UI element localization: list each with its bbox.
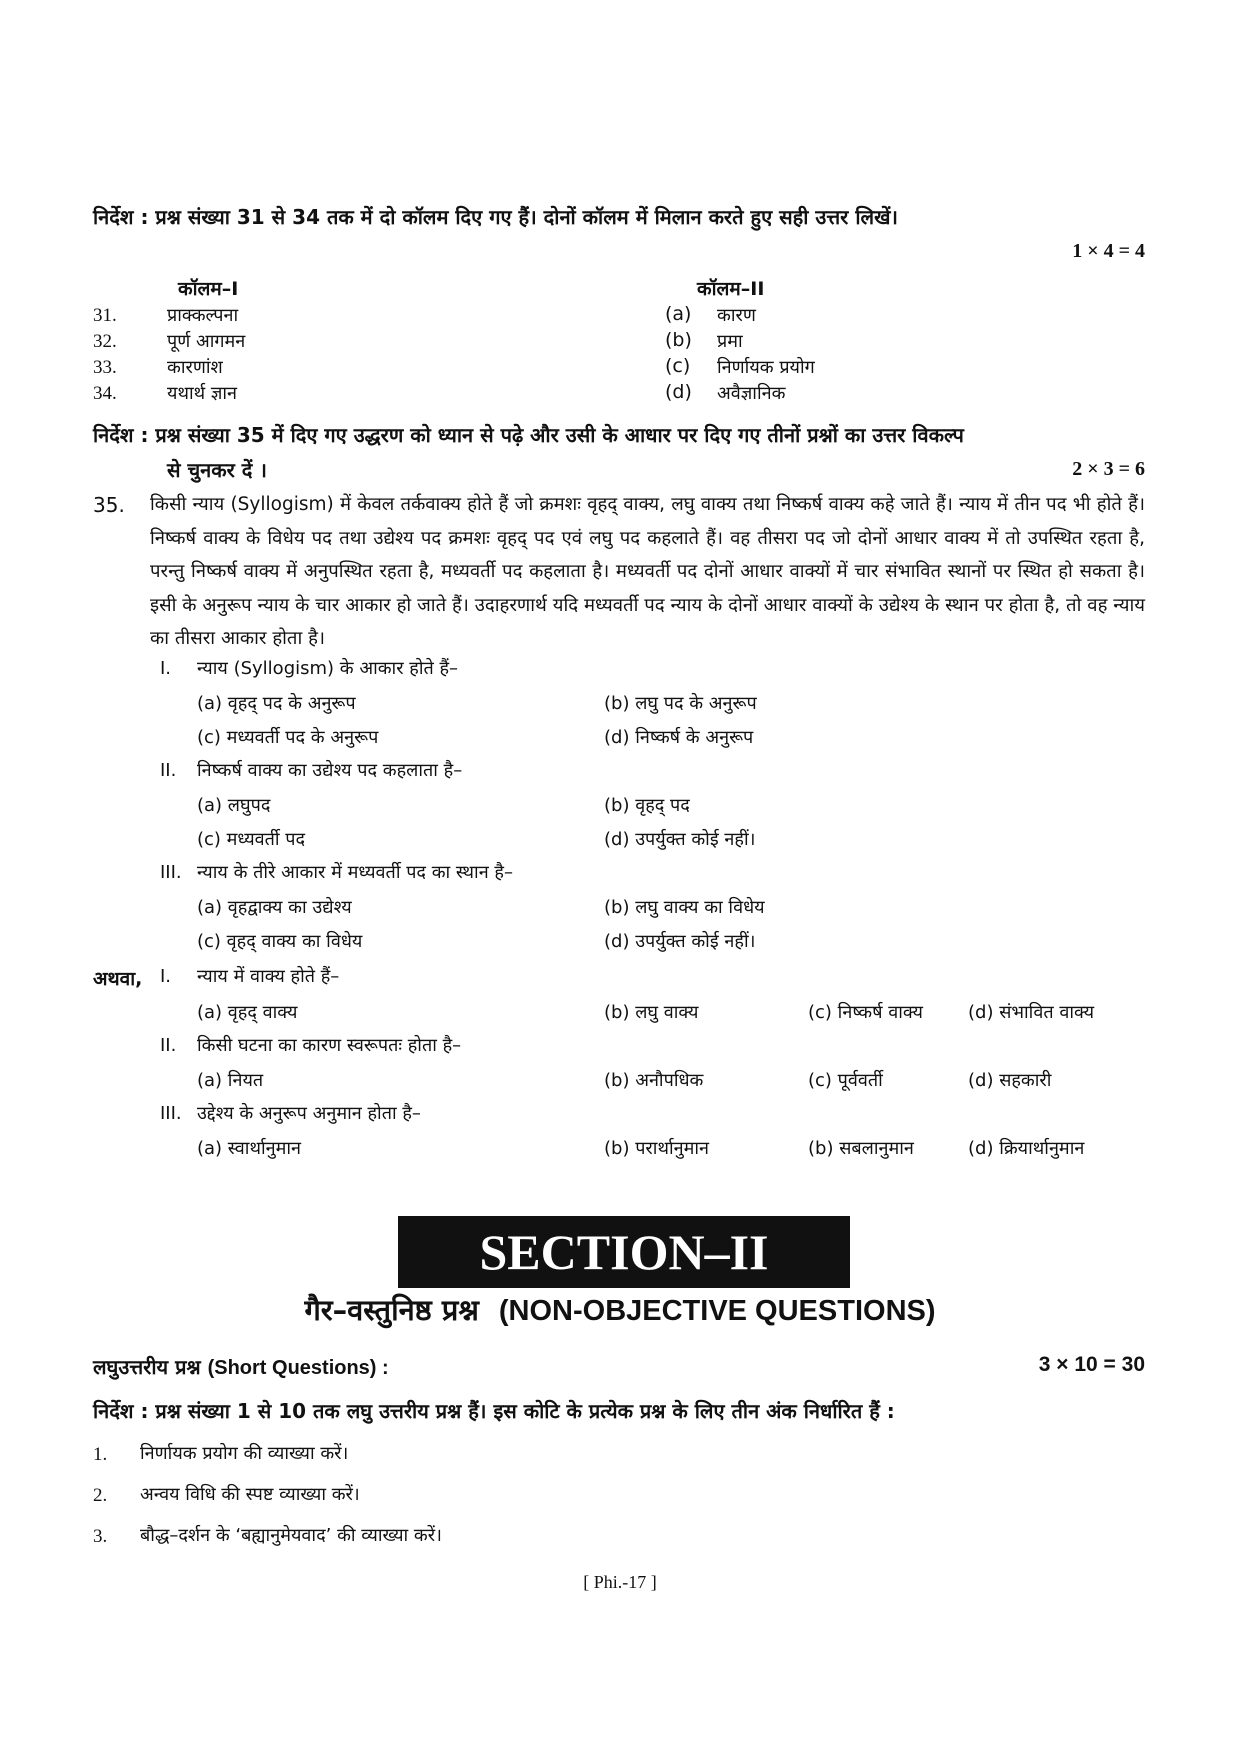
sub-question-num: III.: [160, 1103, 182, 1124]
instruction-match: निर्देश : प्रश्न संख्या 31 से 34 तक में दो कॉलम दिए गए हैं। दोनों कॉलम में मिलान करते हुए सही उत्तर लिखें।: [93, 205, 899, 229]
question-text: अन्वय विधि की स्पष्ट व्याख्या करें।: [140, 1484, 360, 1505]
match-row-num: 34.: [93, 383, 117, 404]
option: (d) क्रियार्थानुमान: [968, 1138, 1085, 1159]
match-letter: (c): [665, 355, 691, 377]
match-letter: (b): [665, 329, 692, 351]
option: (c) मध्यवर्ती पद: [197, 829, 306, 850]
passage-text: किसी न्याय (Syllogism) में केवल तर्कवाक्य होते हैं जो क्रमशः वृहद् वाक्य, लघु वाक्य तथा निष्कर्ष वाक्य कहे जाते हैं। न्याय में तीन पद भी होते हैं। निष्कर्ष वाक्य के विधेय पद तथा उद्येश्य पद क्रमशः वृहद् पद एवं लघु पद कहलाते हैं। वह तीसरा पद जो दोनों आधार वाक्य में तो उपस्थित रहता है, परन्तु निष्कर्ष वाक्य में अनुपस्थित रहता है, मध्यवर्ती पद कहलाता है। मध्यवर्ती पद दोनों आधार वाक्यों में चार संभावित स्थानों पर स्थित हो सकता है। इसी के अनुरूप न्याय के चार आकार हो जाते हैं। उदाहरणार्थ यदि मध्यवर्ती पद न्याय के दोनों आधार वाक्यों के उद्येश्य के स्थान पर होता है, तो वह न्याय का तीसरा आकार होता है।: [150, 494, 1145, 649]
option: (a) वृहद् वाक्य: [197, 1002, 298, 1023]
sub-question-num: I.: [160, 966, 172, 987]
option: (b) वृहद् पद: [604, 795, 690, 816]
column-1-header: कॉलम–I: [178, 278, 239, 300]
match-right-item: अवैज्ञानिक: [717, 383, 786, 404]
instruction-passage-line1: निर्देश : प्रश्न संख्या 35 में दिए गए उद्धरण को ध्यान से पढ़े और उसी के आधार पर दिए गए तीनों प्रश्नों का उत्तर विकल्प: [93, 423, 964, 447]
match-right-item: कारण: [717, 305, 756, 326]
option: (d) उपर्युक्त कोई नहीं।: [604, 931, 756, 952]
option: (c) मध्यवर्ती पद के अनुरूप: [197, 727, 379, 748]
section-subtitle: [0, 1290, 1240, 1329]
match-left-item: प्राक्कल्पना: [167, 305, 239, 326]
option: (b) अनौपधिक: [604, 1070, 704, 1091]
option: (a) स्वार्थानुमान: [197, 1138, 302, 1159]
option: (d) संभावित वाक्य: [968, 1002, 1095, 1023]
section-title: SECTION–II: [398, 1216, 850, 1288]
short-questions-heading: [93, 1353, 389, 1380]
option: (b) लघु पद के अनुरूप: [604, 693, 757, 714]
instruction-short: निर्देश : प्रश्न संख्या 1 से 10 तक लघु उत्तरीय प्रश्न हैं। इस कोटि के प्रत्येक प्रश्न के लिए तीन अंक निर्धारित हैं :: [93, 1399, 895, 1423]
option: (b) सबलानुमान: [808, 1138, 914, 1159]
match-left-item: कारणांश: [167, 357, 223, 378]
question-text: निर्णायक प्रयोग की व्याख्या करें।: [140, 1443, 349, 1464]
short-heading-english: (Short Questions) :: [207, 1357, 389, 1379]
question-num: 2.: [93, 1485, 108, 1506]
column-2-header: कॉलम–II: [697, 278, 765, 300]
section-subtitle-hindi: गैर–वस्तुनिष्ठ प्रश्न: [304, 1293, 479, 1327]
marks-short: 3 × 10 = 30: [1038, 1353, 1145, 1376]
option: (c) पूर्ववर्ती: [808, 1070, 883, 1091]
sub-question-text: निष्कर्ष वाक्य का उद्येश्य पद कहलाता है–: [197, 760, 463, 781]
match-right-item: प्रमा: [717, 331, 743, 352]
match-row-num: 32.: [93, 331, 117, 352]
option: (b) परार्थानुमान: [604, 1138, 710, 1159]
sub-question-text: न्याय के तीरे आकार में मध्यवर्ती पद का स्थान है–: [197, 862, 513, 883]
option: (c) निष्कर्ष वाक्य: [808, 1002, 923, 1023]
sub-question-num: II.: [160, 1035, 177, 1056]
marks-match: 1 × 4 = 4: [1072, 240, 1145, 262]
match-letter: (a): [665, 303, 692, 325]
option: (a) लघुपद: [197, 795, 271, 816]
sub-question-text: उद्देश्य के अनुरूप अनुमान होता है–: [197, 1103, 421, 1124]
question-text: बौद्ध–दर्शन के ‘बह्यानुमेयवाद’ की व्याख्या करें।: [140, 1525, 442, 1546]
option: (b) लघु वाक्य का विधेय: [604, 897, 765, 918]
option: (d) सहकारी: [968, 1070, 1052, 1091]
sub-question-num: II.: [160, 760, 177, 781]
match-row-num: 33.: [93, 357, 117, 378]
match-right-item: निर्णायक प्रयोग: [717, 357, 815, 378]
question-num: 1.: [93, 1444, 108, 1465]
page-footer: [ Phi.-17 ]: [583, 1572, 657, 1592]
option: (a) नियत: [197, 1070, 264, 1091]
option: (c) वृहद् वाक्य का विधेय: [197, 931, 363, 952]
section-subtitle-english: (NON-OBJECTIVE QUESTIONS): [498, 1295, 936, 1327]
option: (b) लघु वाक्य: [604, 1002, 699, 1023]
match-letter: (d): [665, 381, 692, 403]
option: (d) निष्कर्ष के अनुरूप: [604, 727, 754, 748]
sub-question-num: I.: [160, 658, 172, 679]
sub-question-text: न्याय में वाक्य होते हैं–: [197, 966, 340, 987]
sub-question-text: किसी घटना का कारण स्वरूपतः होता है–: [197, 1035, 462, 1056]
match-left-item: यथार्थ ज्ञान: [167, 383, 238, 404]
or-label: अथवा,: [93, 968, 143, 990]
option: (a) वृहद् पद के अनुरूप: [197, 693, 356, 714]
question-number: 35.: [93, 493, 125, 517]
match-left-item: पूर्ण आगमन: [167, 331, 246, 352]
question-num: 3.: [93, 1526, 108, 1547]
option: (d) उपर्युक्त कोई नहीं।: [604, 829, 756, 850]
instruction-passage-line2: से चुनकर दें ।: [167, 458, 267, 482]
short-heading-hindi: लघुउत्तरीय प्रश्न: [93, 1355, 201, 1379]
option: (a) वृहद्वाक्य का उद्येश्य: [197, 897, 352, 918]
match-row-num: 31.: [93, 305, 117, 326]
sub-question-text: न्याय (Syllogism) के आकार होते हैं–: [197, 658, 459, 679]
marks-passage: 2 × 3 = 6: [1072, 458, 1145, 480]
sub-question-num: III.: [160, 862, 182, 883]
